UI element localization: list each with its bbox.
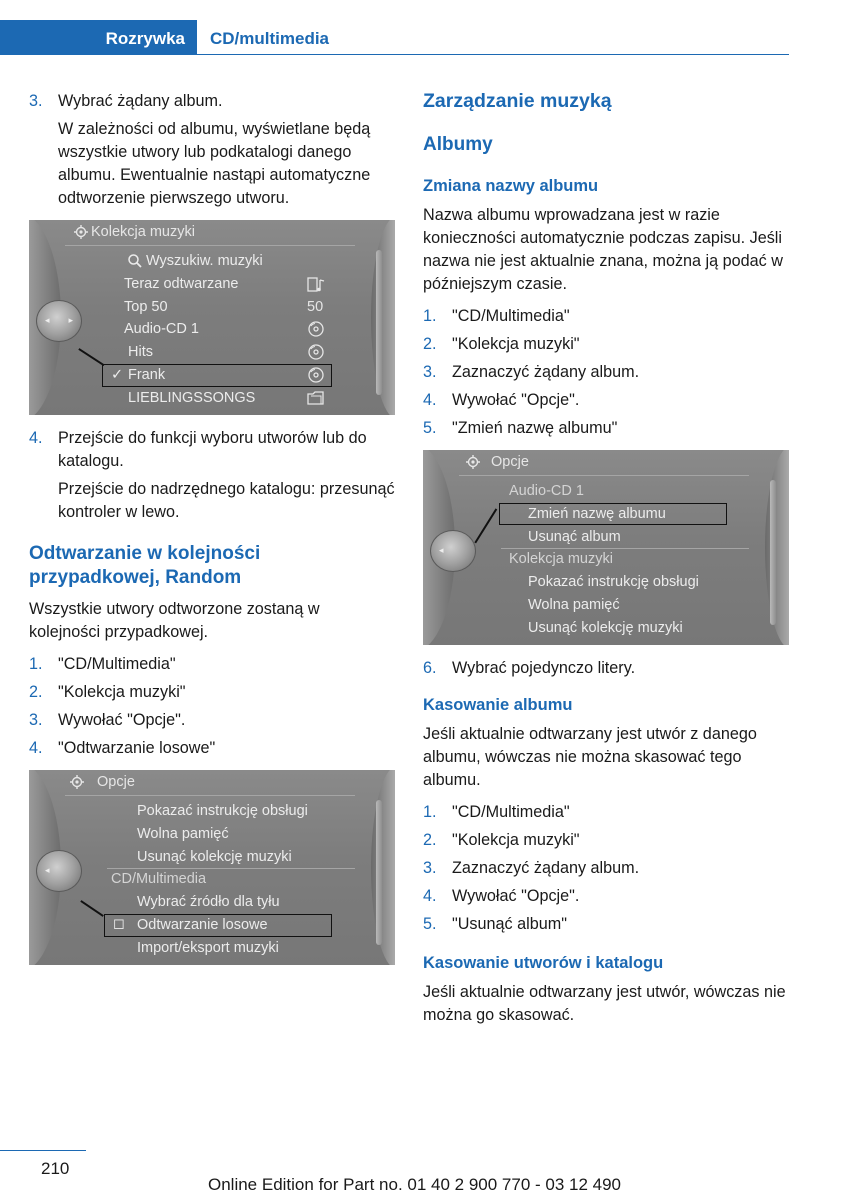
step-text: Przejście do funkcji wyboru utworów lub do katalogu.	[58, 429, 367, 470]
menu-item-top-50[interactable]: Top 50	[124, 299, 168, 315]
folder-icon	[307, 390, 325, 406]
menu-item-free-memory[interactable]: Wolna pamięć	[528, 597, 620, 613]
menu-item-show-manual[interactable]: Pokazać instrukcję obsługi	[528, 574, 699, 590]
menu-item-delete-album[interactable]: Usunąć album	[528, 529, 621, 545]
delete-tracks-text: Jeśli aktualnie odtwarzany jest utwór, wówczas nie można go skasować.	[423, 983, 786, 1024]
delete-tracks-heading: Kasowanie utworów i katalogu	[423, 954, 664, 972]
screen-bezel-right	[371, 770, 395, 965]
random-step-1	[29, 653, 395, 676]
screen-bezel-right	[765, 450, 789, 645]
step-text: "CD/Multimedia"	[58, 655, 176, 673]
selection-frame	[499, 503, 727, 525]
step-4	[29, 427, 395, 473]
options-gear-icon	[465, 454, 483, 470]
menu-item-delete-collection[interactable]: Usunąć kolekcję muzyki	[137, 849, 292, 865]
menu-group-cd-multimedia: CD/Multimedia	[111, 871, 207, 887]
delete-album-step-3	[423, 857, 789, 880]
title-separator	[459, 475, 749, 476]
menu-item-search-music[interactable]: Wyszukiw. muzyki	[146, 253, 263, 269]
step-text: "Kolekcja muzyki"	[452, 831, 580, 849]
menu-item-hits[interactable]: Hits	[128, 344, 153, 360]
menu-item-now-playing[interactable]: Teraz odtwarzane	[124, 276, 239, 292]
step-number: 2.	[423, 335, 437, 353]
screen-title: Opcje	[97, 774, 135, 790]
controller-knob-icon: ◂ ▸	[36, 300, 82, 342]
step-text: "Kolekcja muzyki"	[452, 335, 580, 353]
delete-album-step-5	[423, 913, 789, 936]
checkbox-icon[interactable]: ◻	[113, 916, 126, 932]
left-column	[29, 90, 395, 977]
step-number: 3.	[423, 363, 437, 381]
step-number: 2.	[29, 683, 43, 701]
menu-item-rename-album[interactable]: Zmień nazwę albumu	[528, 506, 666, 522]
menu-item-import-export[interactable]: Import/eksport muzyki	[137, 940, 279, 956]
delete-album-step-2	[423, 829, 789, 852]
section-title: CD/multimedia	[210, 29, 330, 48]
step-text: "Odtwarzanie losowe"	[58, 739, 216, 757]
cd-icon	[307, 320, 325, 338]
step-4-detail: Przejście do nadrzędnego katalogu: przesunąć kontroler w lewo.	[58, 480, 395, 521]
options-gear-icon	[73, 224, 91, 240]
scroll-bar	[376, 800, 382, 945]
menu-item-free-memory[interactable]: Wolna pamięć	[137, 826, 229, 842]
step-number: 6.	[423, 659, 437, 677]
menu-item-delete-collection[interactable]: Usunąć kolekcję muzyki	[528, 620, 683, 636]
random-step-2	[29, 681, 395, 704]
rename-step-2	[423, 333, 789, 356]
step-text: Wywołać "Opcje".	[58, 711, 186, 729]
options-gear-icon	[69, 774, 87, 790]
random-heading: Odtwarzanie w kolejności przypadkowej, Random	[29, 543, 261, 588]
footer-rule	[0, 1150, 86, 1151]
step-number: 1.	[423, 803, 437, 821]
menu-group-music-collection: Kolekcja muzyki	[509, 551, 613, 567]
menu-item-frank[interactable]: Frank	[128, 367, 166, 383]
rename-step-5	[423, 417, 789, 440]
checkmark-icon: ✓	[111, 367, 124, 383]
page-title: Zarządzanie muzyką	[423, 90, 612, 112]
right-column	[423, 90, 789, 1036]
scroll-bar	[770, 480, 776, 625]
step-text: "Zmień nazwę albumu"	[452, 419, 618, 437]
chapter-tab: Rozrywka	[0, 20, 197, 55]
idrive-screen-options-random	[29, 770, 395, 965]
step-text: Wywołać "Opcje".	[452, 887, 580, 905]
rename-step-1	[423, 305, 789, 328]
step-number: 4.	[29, 739, 43, 757]
pointer-line	[474, 508, 496, 543]
step-number: 4.	[29, 429, 43, 447]
idrive-screen-options-album	[423, 450, 789, 645]
delete-album-text: Jeśli aktualnie odtwarzany jest utwór z danego albumu, wówczas nie można skasować tego albumu.	[423, 725, 757, 789]
screen-title: Kolekcja muzyki	[91, 224, 195, 240]
menu-item-show-manual[interactable]: Pokazać instrukcję obsługi	[137, 803, 308, 819]
delete-album-heading: Kasowanie albumu	[423, 696, 573, 714]
step-number: 2.	[423, 831, 437, 849]
selection-frame	[102, 364, 332, 387]
step-number: 5.	[423, 419, 437, 437]
rename-text: Nazwa albumu wprowadzana jest w razie konieczności automatycznie podczas zapisu. Jeśli nazwa nie jest aktualnie znana, można ją podać w późniejszym czasie.	[423, 206, 783, 293]
step-number: 3.	[29, 92, 43, 110]
step-number: 1.	[29, 655, 43, 673]
delete-album-step-1	[423, 801, 789, 824]
menu-item-random-playback[interactable]: Odtwarzanie losowe	[137, 917, 268, 933]
title-separator	[65, 245, 355, 246]
menu-group-audio-cd-1: Audio-CD 1	[509, 483, 584, 499]
step-3-detail: W zależności od albumu, wyświetlane będą wszystkie utwory lub podkatalogi danego albumu. Ewentualnie nastąpi automatyczne odtworzenie pierwszego utworu.	[58, 120, 371, 207]
step-text: Wybrać żądany album.	[58, 92, 223, 110]
step-text: Zaznaczyć żądany album.	[452, 859, 640, 877]
step-text: Wybrać pojedynczo litery.	[452, 659, 636, 677]
idrive-screen-music-collection	[29, 220, 395, 415]
page-number: 210	[41, 1159, 70, 1178]
random-step-4	[29, 737, 395, 760]
pointer-line	[79, 348, 105, 366]
step-text: "CD/Multimedia"	[452, 803, 570, 821]
step-text: Wywołać "Opcje".	[452, 391, 580, 409]
group-separator	[501, 548, 749, 549]
selection-frame	[104, 914, 332, 937]
controller-knob-icon: ◂	[36, 850, 82, 892]
rename-heading: Zmiana nazwy albumu	[423, 177, 599, 195]
scroll-bar	[376, 250, 382, 395]
menu-item-audio-cd-1[interactable]: Audio-CD 1	[124, 321, 199, 337]
step-text: "CD/Multimedia"	[452, 307, 570, 325]
screen-bezel-right	[371, 220, 395, 415]
screen-title: Opcje	[491, 454, 529, 470]
step-number: 1.	[423, 307, 437, 325]
top-50-count: 50	[307, 299, 324, 315]
random-text: Wszystkie utwory odtworzone zostaną w kolejności przypadkowej.	[29, 600, 320, 641]
rename-step-3	[423, 361, 789, 384]
now-playing-icon	[307, 277, 325, 294]
search-icon	[127, 253, 143, 269]
step-3	[29, 90, 395, 113]
pointer-line	[81, 900, 104, 916]
random-step-3	[29, 709, 395, 732]
menu-item-rear-source[interactable]: Wybrać źródło dla tyłu	[137, 894, 280, 910]
title-separator	[65, 795, 355, 796]
step-text: "Usunąć album"	[452, 915, 567, 933]
rename-step-4	[423, 389, 789, 412]
header-rule	[197, 54, 789, 55]
menu-item-lieblingssongs[interactable]: LIEBLINGSSONGS	[128, 390, 256, 406]
step-number: 4.	[423, 887, 437, 905]
step-text: Zaznaczyć żądany album.	[452, 363, 640, 381]
rename-step-6	[423, 657, 789, 680]
step-number: 5.	[423, 915, 437, 933]
group-separator	[107, 868, 355, 869]
step-number: 3.	[29, 711, 43, 729]
edition-info: Online Edition for Part no. 01 40 2 900 770 - 03 12 490	[208, 1175, 622, 1194]
delete-album-step-4	[423, 885, 789, 908]
step-text: "Kolekcja muzyki"	[58, 683, 186, 701]
controller-knob-icon: ◂	[430, 530, 476, 572]
albums-heading: Albumy	[423, 134, 493, 155]
cd-icon	[307, 343, 325, 361]
step-number: 3.	[423, 859, 437, 877]
step-number: 4.	[423, 391, 437, 409]
